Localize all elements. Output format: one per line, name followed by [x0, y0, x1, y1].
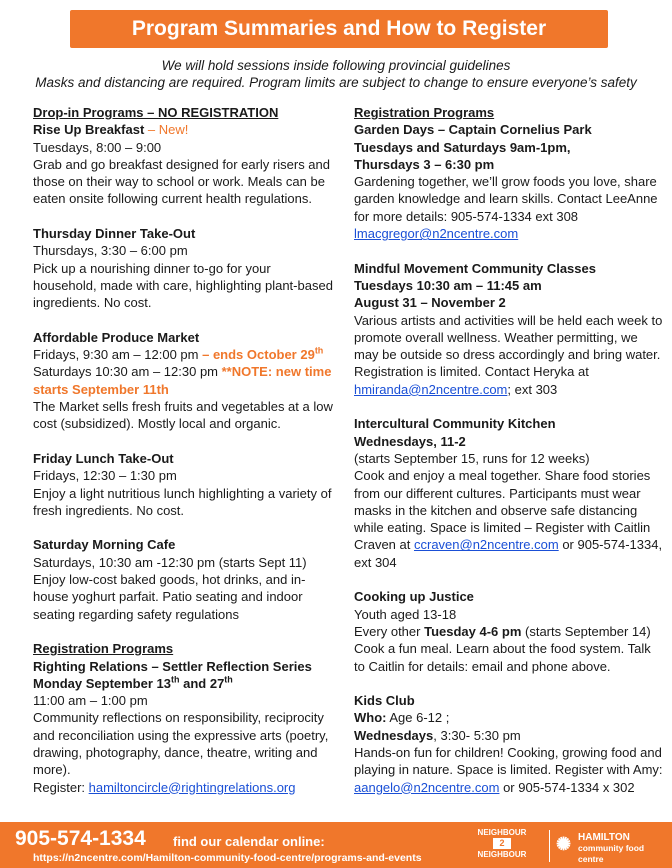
garden-desc: Gardening together, we’ll grow foods you love, share garden knowledge and learn skills. Contact LeeAnne for more details: 905-574-1334 ext 308 — [354, 174, 658, 224]
left-reg-heading: Registration Programs — [33, 641, 174, 657]
righting-time: 11:00 am – 1:00 pm — [33, 693, 148, 709]
produce-title: Affordable Produce Market — [33, 329, 200, 345]
produce-ends-text: – ends October 29 — [198, 347, 315, 363]
kids-desc: Hands-on fun for children! Cooking, growing food and playing in nature. Space is limited. Register with Amy: — [354, 744, 663, 778]
mindful-email-link[interactable]: hmiranda@n2ncentre.com — [354, 381, 508, 397]
dropin-heading: Drop-in Programs – NO REGISTRATION — [33, 105, 279, 120]
kids-who-label: Who: — [354, 710, 387, 726]
kids-phone: or 905-574-1334 x 302 — [499, 779, 635, 795]
cafe-time: Saturdays, 10:30 am -12:30 pm (starts Sept 11) — [33, 554, 307, 570]
mindful-time-2: August 31 – November 2 — [354, 295, 506, 311]
dinner-time: Thursdays, 3:30 – 6:00 pm — [33, 243, 188, 259]
kitchen-section — [354, 415, 664, 571]
garden-time-2: Thursdays 3 – 6:30 pm — [354, 156, 495, 172]
garden-title: Garden Days – Captain Cornelius Park — [354, 122, 592, 138]
righting-dates — [33, 675, 333, 692]
produce-section — [33, 329, 333, 433]
logo1-bot: NEIGHBOUR — [477, 850, 527, 859]
righting-section — [33, 640, 333, 796]
right-column — [354, 104, 664, 813]
justice-age: Youth aged 13-18 — [354, 606, 457, 622]
rise-time: Tuesdays, 8:00 – 9:00 — [33, 139, 162, 155]
logo2-text — [578, 832, 666, 865]
produce-time-2-text: Saturdays 10:30 am – 12:30 pm — [33, 364, 222, 380]
rise-title: Rise Up Breakfast — [33, 122, 145, 138]
produce-ends — [198, 347, 323, 362]
rise-title-line — [33, 121, 333, 138]
righting-desc: Community reflections on responsibility, reciprocity and reconciliation using the expressive arts (poetry, drawing, photography, dance, theatre, writing and more). — [33, 710, 329, 778]
righting-date-2: and 27 — [179, 675, 225, 691]
kitchen-desc: Cook and enjoy a meal together. Share food stories from our different cultures. Participants must wear masks in the kitchen and observe safe distancing while eating. Space is limited – Register with Caitlin Craven at — [354, 468, 651, 553]
sun-icon: ✺ — [556, 834, 572, 854]
cafe-desc: Enjoy low-cost baked goods, hot drinks, and in-house yoghurt parfait. Patio seating and indoor seating regarding safety regulations — [33, 572, 306, 622]
lunch-section — [33, 450, 333, 519]
logo1-mid: 2 — [493, 838, 511, 849]
kids-time — [354, 727, 664, 744]
intro-line-2: Masks and distancing are required. Program limits are subject to change to ensure everyone’s safety — [35, 75, 637, 90]
mindful-title: Mindful Movement Community Classes — [354, 260, 596, 276]
new-badge: – New! — [144, 122, 189, 138]
justice-desc: Cook a fun meal. Learn about the food system. Talk to Caitlin for details: email and phone above. — [354, 641, 651, 674]
logo-divider — [549, 830, 550, 862]
kids-who-value: Age 6-12 ; — [386, 710, 450, 726]
kids-title: Kids Club — [354, 693, 415, 709]
justice-time-pre: Every other — [354, 623, 425, 639]
produce-time-2 — [33, 363, 333, 398]
title-banner — [70, 10, 608, 48]
righting-title: Righting Relations – Settler Reflection Series — [33, 658, 312, 674]
kids-desc-block — [354, 744, 664, 796]
lunch-title: Friday Lunch Take-Out — [33, 450, 174, 466]
kids-section — [354, 692, 664, 796]
kitchen-time-1: Wednesdays, 11-2 — [354, 433, 466, 449]
produce-time-1-text: Fridays, 9:30 am – 12:00 pm — [33, 347, 199, 363]
lunch-time: Fridays, 12:30 – 1:30 pm — [33, 468, 177, 484]
mindful-desc: Various artists and activities will be held each week to promote overall wellness. Weather permitting, we may be outside so dress accordingly and bring water. Registration is limited. Contact Heryka at — [354, 312, 663, 380]
neighbour-logo — [470, 828, 534, 864]
footer-bar — [0, 822, 672, 868]
logo1-top: NEIGHBOUR — [477, 828, 527, 837]
kids-time-rest: , 3:30- 5:30 pm — [433, 727, 521, 743]
logo2-sub: community food centre — [578, 843, 645, 864]
mindful-time-1: Tuesdays 10:30 am – 11:45 am — [354, 277, 542, 293]
righting-email-link[interactable]: hamiltoncircle@rightingrelations.org — [88, 779, 296, 795]
righting-register — [33, 779, 333, 796]
kitchen-email-link[interactable]: ccraven@n2ncentre.com — [413, 537, 559, 553]
logo2-name: HAMILTON — [578, 832, 630, 843]
mindful-desc-block — [354, 312, 664, 398]
right-reg-heading: Registration Programs — [354, 105, 495, 120]
dinner-title: Thursday Dinner Take-Out — [33, 226, 196, 242]
justice-time — [354, 623, 664, 640]
page-title: Program Summaries and How to Register — [131, 17, 547, 40]
garden-section — [354, 104, 664, 242]
kids-who — [354, 709, 664, 726]
footer-calendar-label: find our calendar online: — [173, 834, 325, 849]
produce-desc: The Market sells fresh fruits and vegetables at a low cost (subsidized). Mostly local and organic. — [33, 399, 333, 432]
lunch-desc: Enjoy a light nutritious lunch highlighting a variety of fresh ingredients. No cost. — [33, 485, 332, 518]
mindful-section — [354, 260, 664, 398]
left-column — [33, 104, 333, 813]
kitchen-desc-block — [354, 467, 664, 571]
mindful-ext: ; ext 303 — [507, 381, 558, 397]
dinner-section — [33, 225, 333, 311]
garden-time-1: Tuesdays and Saturdays 9am-1pm, — [354, 139, 571, 155]
justice-time-post: (starts September 14) — [521, 623, 651, 639]
justice-title: Cooking up Justice — [354, 589, 474, 605]
righting-sup-1: th — [171, 674, 180, 685]
produce-time-1 — [33, 346, 333, 363]
footer-phone: 905-574-1334 — [15, 827, 146, 850]
cafe-title: Saturday Morning Cafe — [33, 537, 176, 553]
righting-date-1: Monday September 13 — [33, 675, 171, 691]
dropin-section — [33, 104, 333, 208]
dinner-desc: Pick up a nourishing dinner to-go for your household, made with care, highlighting plant-based ingredients. No cost. — [33, 260, 333, 311]
rise-desc: Grab and go breakfast designed for early risers and those on their way to school or work. Meals can be eaten onsite following current health regulations. — [33, 156, 331, 207]
righting-sup-2: th — [224, 674, 233, 685]
produce-note: **NOTE: new time starts September 11th — [33, 364, 332, 397]
cafe-section — [33, 536, 333, 622]
kitchen-title: Intercultural Community Kitchen — [354, 416, 556, 432]
kids-time-bold: Wednesdays — [354, 727, 434, 743]
kids-email-link[interactable]: aangelo@n2ncentre.com — [354, 779, 500, 795]
kitchen-time-2: (starts September 15, runs for 12 weeks) — [354, 450, 590, 466]
justice-section — [354, 588, 664, 674]
kitchen-phone: or 905-574-1334, ext 304 — [354, 537, 663, 570]
register-label: Register: — [33, 779, 89, 795]
produce-ends-sup: th — [314, 345, 324, 356]
footer-url-link[interactable]: https://n2ncentre.com/Hamilton-community-food-centre/programs-and-events — [33, 852, 422, 864]
garden-email-link[interactable]: lmacgregor@n2ncentre.com — [354, 226, 519, 242]
justice-time-bold: Tuesday 4-6 pm — [424, 623, 522, 639]
intro-line-1: We will hold sessions inside following provincial guidelines — [161, 58, 511, 73]
